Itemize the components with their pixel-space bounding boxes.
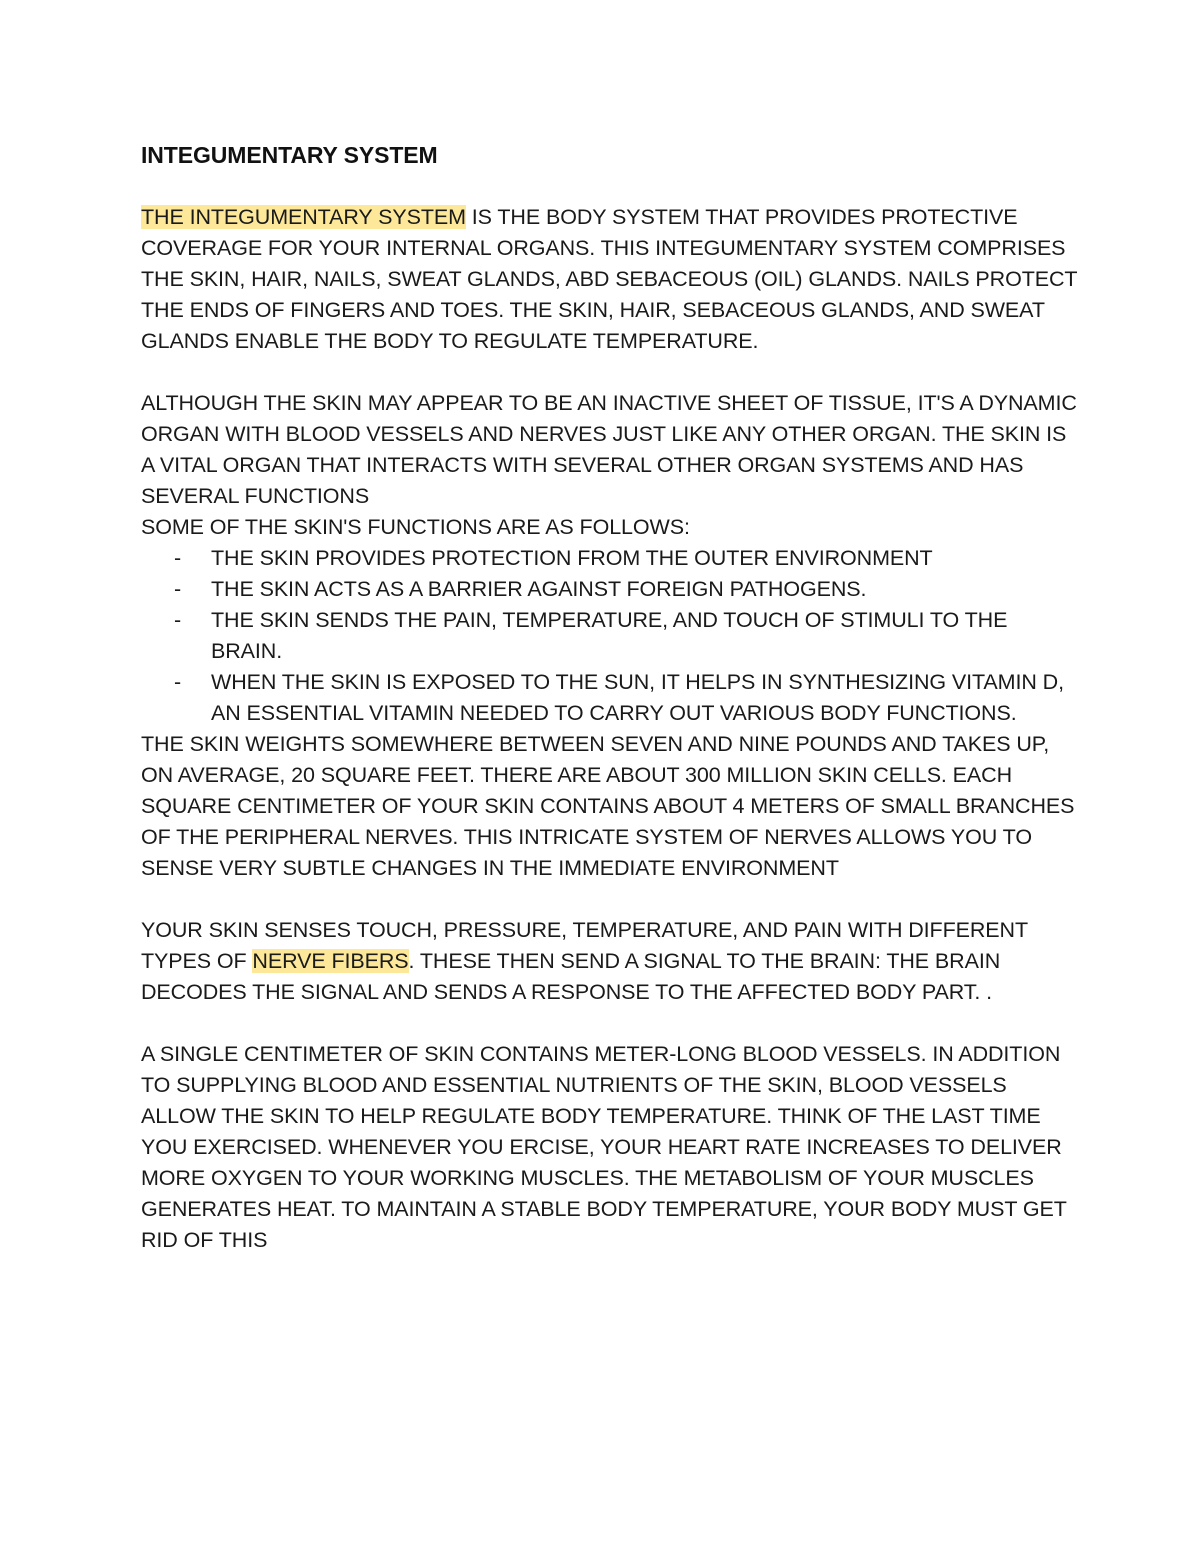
bullet-marker: - <box>174 608 182 632</box>
list-item <box>141 667 1081 729</box>
document-body <box>141 140 1081 1256</box>
list-item-text: THE SKIN SENDS THE PAIN, TEMPERATURE, AND TOUCH OF STIMULI TO THE BRAIN. <box>211 608 1008 663</box>
functions-list <box>141 543 1081 729</box>
bullet-marker: - <box>174 577 182 601</box>
highlighted-term: THE INTEGUMENTARY SYSTEM <box>141 205 466 229</box>
spacer <box>141 1008 1081 1039</box>
list-item <box>141 605 1081 667</box>
paragraph-intro <box>141 202 1081 357</box>
spacer <box>141 357 1081 388</box>
highlighted-term: NERVE FIBERS <box>252 949 409 973</box>
list-item <box>141 574 1081 605</box>
bullet-marker: - <box>174 670 182 694</box>
document-title: INTEGUMENTARY SYSTEM <box>141 142 438 168</box>
spacer <box>141 171 1081 202</box>
paragraph-nerve-text-before: YOUR SKIN SENSES TOUCH, PRESSURE, TEMPERATURE, AND PAIN WITH DIFFERENT TYPES OF <box>141 918 1028 973</box>
paragraph-nerve-text-after: . THESE THEN SEND A SIGNAL TO THE BRAIN: THE BRAIN DECODES THE SIGNAL AND SENDS A RESPONSE TO THE AFFECTED BODY PART. . <box>141 949 1001 1004</box>
list-item-text: THE SKIN ACTS AS A BARRIER AGAINST FOREIGN PATHOGENS. <box>211 577 867 601</box>
bullet-marker: - <box>174 546 182 570</box>
list-item <box>141 543 1081 574</box>
list-item-text: WHEN THE SKIN IS EXPOSED TO THE SUN, IT HELPS IN SYNTHESIZING VITAMIN D, AN ESSENTIAL VITAMIN NEEDED TO CARRY OUT VARIOUS BODY FUNCTIONS. <box>211 670 1064 725</box>
spacer <box>141 884 1081 915</box>
paragraph-nerve-fibers <box>141 915 1081 1008</box>
list-item-text: THE SKIN PROVIDES PROTECTION FROM THE OUTER ENVIRONMENT <box>211 546 933 570</box>
functions-intro: SOME OF THE SKIN'S FUNCTIONS ARE AS FOLLOWS: <box>141 515 690 539</box>
paragraph-intro-text: IS THE BODY SYSTEM THAT PROVIDES PROTECTIVE COVERAGE FOR YOUR INTERNAL ORGANS. THIS INTEGUMENTARY SYSTEM COMPRISES THE SKIN, HAIR, NAILS, SWEAT GLANDS, ABD SEBACEOUS (OIL) GLANDS. NAILS PROTECT THE ENDS OF FINGERS AND TOES. THE SKIN, HAIR, SEBACEOUS GLANDS, AND SWEAT GLANDS ENABLE THE BODY TO REGULATE TEMPERATURE. <box>141 205 1078 353</box>
paragraph-skin-weight: THE SKIN WEIGHTS SOMEWHERE BETWEEN SEVEN AND NINE POUNDS AND TAKES UP, ON AVERAGE, 20 SQUARE FEET. THERE ARE ABOUT 300 MILLION SKIN CELLS. EACH SQUARE CENTIMETER OF YOUR SKIN CONTAINS ABOUT 4 METERS OF SMALL BRANCHES OF THE PERIPHERAL NERVES. THIS INTRICATE SYSTEM OF NERVES ALLOWS YOU TO SENSE VERY SUBTLE CHANGES IN THE IMMEDIATE ENVIRONMENT <box>141 732 1075 880</box>
paragraph-blood-vessels: A SINGLE CENTIMETER OF SKIN CONTAINS METER-LONG BLOOD VESSELS. IN ADDITION TO SUPPLYING BLOOD AND ESSENTIAL NUTRIENTS OF THE SKIN, BLOOD VESSELS ALLOW THE SKIN TO HELP REGULATE BODY TEMPERATURE. THINK OF THE LAST TIME YOU EXERCISED. WHENEVER YOU ERCISE, YOUR HEART RATE INCREASES TO DELIVER MORE OXYGEN TO YOUR WORKING MUSCLES. THE METABOLISM OF YOUR MUSCLES GENERATES HEAT. TO MAINTAIN A STABLE BODY TEMPERATURE, YOUR BODY MUST GET RID OF THIS <box>141 1042 1067 1252</box>
paragraph-dynamic-organ: ALTHOUGH THE SKIN MAY APPEAR TO BE AN INACTIVE SHEET OF TISSUE, IT'S A DYNAMIC ORGAN WITH BLOOD VESSELS AND NERVES JUST LIKE ANY OTHER ORGAN. THE SKIN IS A VITAL ORGAN THAT INTERACTS WITH SEVERAL OTHER ORGAN SYSTEMS AND HAS SEVERAL FUNCTIONS <box>141 391 1077 508</box>
